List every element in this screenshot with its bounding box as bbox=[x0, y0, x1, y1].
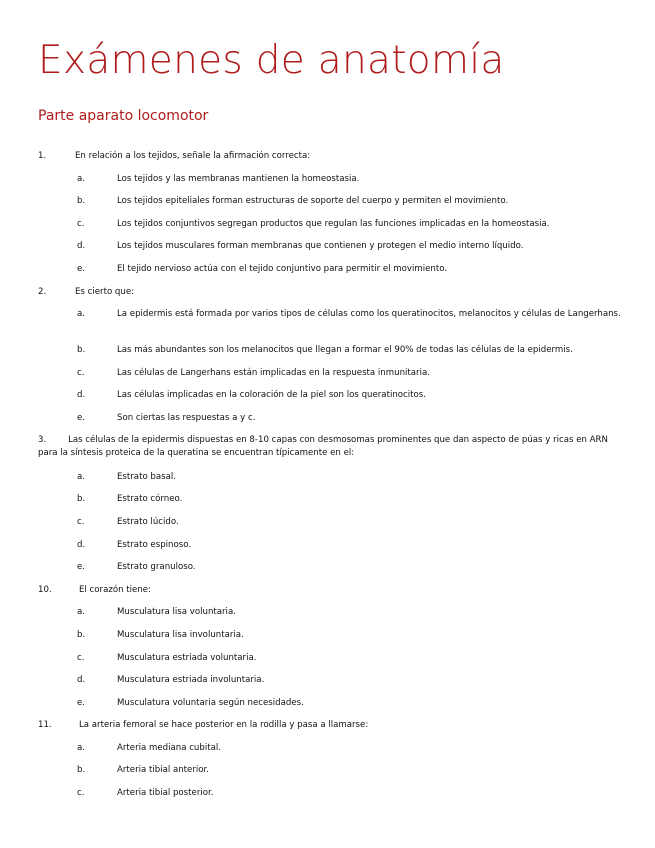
option-letter: a. bbox=[77, 607, 85, 617]
option-text: La epidermis está formada por varios tipos de células como los queratinocitos, melanocitos y células de Langerhans. bbox=[117, 309, 621, 319]
option-text: El tejido nervioso actúa con el tejido conjuntivo para permitir el movimiento. bbox=[117, 264, 448, 274]
option-text: Arteria mediana cubital. bbox=[117, 743, 221, 753]
option-letter: c. bbox=[77, 368, 85, 378]
option-letter: d. bbox=[77, 675, 86, 685]
question-text: Las células de la epidermis dispuestas en 8-10 capas con desmosomas prominentes que dan aspecto de púas y ricas en ARN para la síntesis proteica de la queratina se encuentran típicamente en el: bbox=[38, 435, 608, 458]
question-number: 10. bbox=[38, 585, 52, 595]
option-text: Arteria tibial posterior. bbox=[117, 788, 214, 798]
option-text: Las más abundantes son los melanocitos que llegan a formar el 90% de todas las células de la epidermis. bbox=[117, 345, 573, 355]
option-text: Estrato basal. bbox=[117, 472, 177, 482]
question-text: El corazón tiene: bbox=[79, 585, 151, 595]
option-letter: e. bbox=[77, 698, 86, 708]
option-text: Son ciertas las respuestas a y c. bbox=[117, 413, 256, 423]
option-letter: a. bbox=[77, 743, 85, 753]
option-text: Las células de Langerhans están implicadas en la respuesta inmunitaria. bbox=[117, 368, 430, 378]
option-letter: c. bbox=[77, 219, 85, 229]
option-text: Musculatura lisa voluntaria. bbox=[117, 607, 236, 617]
option-text: Musculatura estriada voluntaria. bbox=[117, 653, 257, 663]
option-text: Los tejidos y las membranas mantienen la homeostasia. bbox=[117, 174, 360, 184]
option-text: Estrato espinoso. bbox=[117, 540, 192, 550]
option-letter: c. bbox=[77, 653, 85, 663]
option-text: Arteria tibial anterior. bbox=[117, 765, 209, 775]
question-3 bbox=[38, 434, 618, 460]
option-letter: b. bbox=[77, 345, 86, 355]
option-text: Estrato córneo. bbox=[117, 494, 183, 504]
question-number: 1. bbox=[38, 151, 47, 161]
question-text: La arteria femoral se hace posterior en la rodilla y pasa a llamarse: bbox=[79, 720, 369, 730]
question-text: En relación a los tejidos, señale la afirmación correcta: bbox=[75, 151, 311, 161]
option-text: Estrato granuloso. bbox=[117, 562, 196, 572]
option-letter: e. bbox=[77, 413, 86, 423]
document-subtitle: Parte aparato locomotor bbox=[38, 108, 209, 124]
question-number: 3. bbox=[38, 435, 47, 445]
option-letter: a. bbox=[77, 174, 85, 184]
option-letter: e. bbox=[77, 562, 86, 572]
option-letter: d. bbox=[77, 241, 86, 251]
option-letter: a. bbox=[77, 472, 85, 482]
option-letter: c. bbox=[77, 788, 85, 798]
option-letter: b. bbox=[77, 765, 86, 775]
option-letter: e. bbox=[77, 264, 86, 274]
option-letter: b. bbox=[77, 196, 86, 206]
option-text: Los tejidos conjuntivos segregan productos que regulan las funciones implicadas en la homeostasia. bbox=[117, 219, 550, 229]
option-text: Las células implicadas en la coloración de la piel son los queratinocitos. bbox=[117, 390, 426, 400]
option-text: Musculatura estriada involuntaria. bbox=[117, 675, 265, 685]
question-number: 11. bbox=[38, 720, 52, 730]
option-letter: d. bbox=[77, 540, 86, 550]
document-title: Exámenes de anatomía bbox=[38, 38, 505, 83]
option-letter: b. bbox=[77, 630, 86, 640]
option-letter: c. bbox=[77, 517, 85, 527]
option-letter: d. bbox=[77, 390, 86, 400]
option-letter: b. bbox=[77, 494, 86, 504]
option-text: Estrato lúcido. bbox=[117, 517, 179, 527]
question-number: 2. bbox=[38, 287, 47, 297]
option-text: Musculatura lisa involuntaria. bbox=[117, 630, 244, 640]
option-text: Los tejidos musculares forman membranas que contienen y protegen el medio interno líquido. bbox=[117, 241, 524, 251]
option-text: Los tejidos epiteliales forman estructuras de soporte del cuerpo y permiten el movimiento. bbox=[117, 196, 509, 206]
option-text: Musculatura voluntaria según necesidades. bbox=[117, 698, 304, 708]
option-letter: a. bbox=[77, 309, 85, 319]
question-text: Es cierto que: bbox=[75, 287, 135, 297]
